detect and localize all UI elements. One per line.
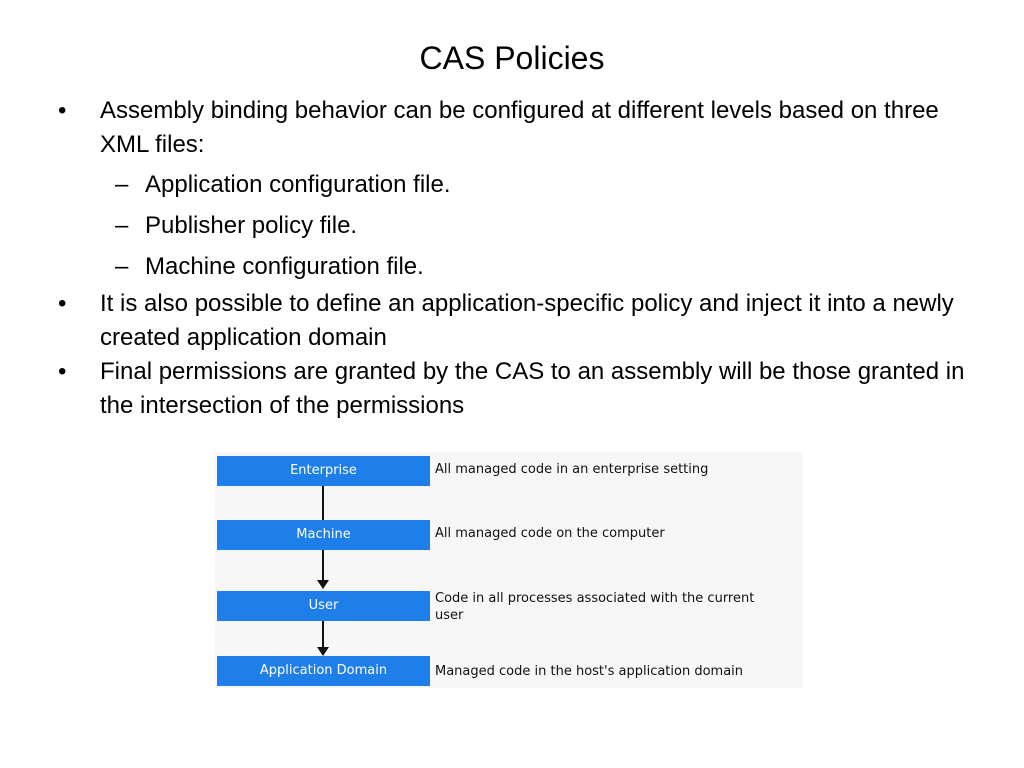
policy-levels-diagram [215,452,803,688]
bullet-text: Assembly binding behavior can be configured at different levels based on three XML files: [100,97,939,158]
level-box-machine: Machine [217,520,430,550]
bullet-mark: • [58,97,67,124]
bullet-mark: • [58,358,67,385]
bullet-text: It is also possible to define an application-specific policy and inject it into a newly created application domain [100,290,954,351]
sub-bullet-text: Application configuration file. [145,171,451,198]
bullet-text: Final permissions are granted by the CAS to an assembly will be those granted in the intersection of the permissions [100,358,965,419]
sub-bullet-mark: – [115,171,129,198]
sub-bullet-mark: – [115,212,129,239]
sub-bullet-mark: – [115,253,129,280]
sub-bullet-text: Machine configuration file. [145,253,424,280]
level-description: Code in all processes associated with the current user [435,591,755,623]
slide-title: CAS Policies [419,40,605,76]
level-description: All managed code in an enterprise setting [435,462,709,477]
down-arrow-icon [322,550,324,583]
bullet-item [58,355,980,423]
level-description: All managed code on the computer [435,526,665,541]
bullet-item [58,287,980,355]
bullet-item [58,94,980,162]
sub-bullet-item [115,168,975,202]
sub-bullet-text: Publisher policy file. [145,212,358,239]
level-description: Managed code in the host's application domain [435,664,744,679]
level-box-application-domain: Application Domain [217,656,430,686]
bullet-mark: • [58,290,67,317]
down-arrow-icon [322,621,324,650]
level-box-user: User [217,591,430,621]
level-box-enterprise: Enterprise [217,456,430,486]
sub-bullet-item [115,209,975,243]
sub-bullet-item [115,250,975,284]
